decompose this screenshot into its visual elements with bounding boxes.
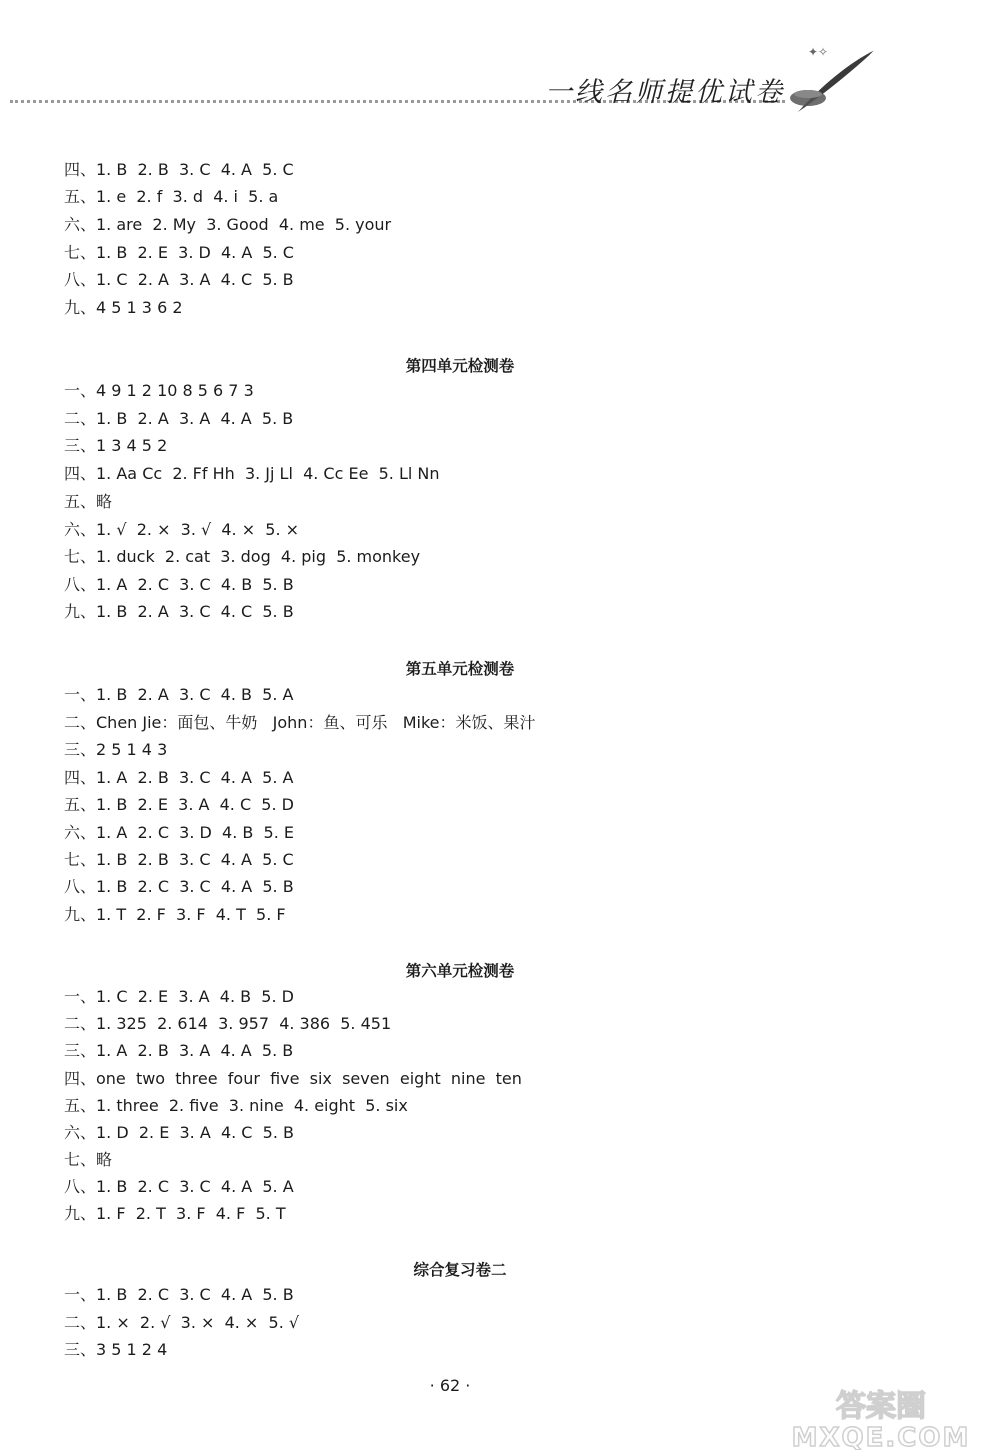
answer-line: 六、1. A 2. C 3. D 4. B 5. E xyxy=(64,823,294,842)
answer-line: 四、one two three four five six seven eight nine ten xyxy=(64,1069,522,1088)
answer-line: 一、4 9 1 2 10 8 5 6 7 3 xyxy=(64,381,254,400)
quill-feather-icon xyxy=(780,42,880,120)
watermark-bottom-text: MXQE.COM xyxy=(791,1423,971,1450)
answer-line: 九、1. F 2. T 3. F 4. F 5. T xyxy=(64,1204,286,1223)
answer-line: 七、略 xyxy=(64,1150,113,1169)
answer-line: 八、1. A 2. C 3. C 4. B 5. B xyxy=(64,575,294,594)
answer-line: 九、4 5 1 3 6 2 xyxy=(64,298,183,317)
answer-line: 三、1. A 2. B 3. A 4. A 5. B xyxy=(64,1041,294,1060)
answer-line: 七、1. B 2. E 3. D 4. A 5. C xyxy=(64,243,294,262)
answer-line: 五、略 xyxy=(64,492,113,511)
answer-line: 二、1. 325 2. 614 3. 957 4. 386 5. 451 xyxy=(64,1014,392,1033)
answer-line: 三、3 5 1 2 4 xyxy=(64,1340,168,1359)
answer-line: 六、1. D 2. E 3. A 4. C 5. B xyxy=(64,1123,294,1142)
section-title: 第六单元检测卷 xyxy=(405,962,515,980)
answer-line: 二、Chen Jie：面包、牛奶 John：鱼、可乐 Mike：米饭、果汁 xyxy=(64,713,536,732)
answer-line: 九、1. T 2. F 3. F 4. T 5. F xyxy=(64,905,286,924)
watermark-top-text: 答案圈 xyxy=(836,1389,926,1424)
answer-line: 六、1. √ 2. × 3. √ 4. × 5. × xyxy=(64,520,300,539)
answer-line: 四、1. A 2. B 3. C 4. A 5. A xyxy=(64,768,294,787)
answer-line: 二、1. × 2. √ 3. × 4. × 5. √ xyxy=(64,1313,300,1332)
answer-line: 一、1. C 2. E 3. A 4. B 5. D xyxy=(64,987,294,1006)
svg-text:✦✧: ✦✧ xyxy=(808,45,829,59)
answer-line: 五、1. B 2. E 3. A 4. C 5. D xyxy=(64,795,294,814)
answer-line: 六、1. are 2. My 3. Good 4. me 5. your xyxy=(64,215,392,234)
answer-line: 一、1. B 2. C 3. C 4. A 5. B xyxy=(64,1285,294,1304)
answer-line: 五、1. three 2. five 3. nine 4. eight 5. six xyxy=(64,1096,408,1115)
answer-line: 八、1. B 2. C 3. C 4. A 5. B xyxy=(64,877,294,896)
header-title: 一线名师提优试卷 xyxy=(545,77,785,108)
answer-line: 四、1. Aa Cc 2. Ff Hh 3. Jj Ll 4. Cc Ee 5. Ll Nn xyxy=(64,464,440,483)
answer-line: 九、1. B 2. A 3. C 4. C 5. B xyxy=(64,602,294,621)
section-title: 综合复习卷二 xyxy=(413,1261,507,1279)
answer-line: 四、1. B 2. B 3. C 4. A 5. C xyxy=(64,160,294,179)
section-title: 第五单元检测卷 xyxy=(405,660,515,678)
answer-line: 八、1. C 2. A 3. A 4. C 5. B xyxy=(64,270,294,289)
answer-line: 五、1. e 2. f 3. d 4. i 5. a xyxy=(64,187,279,206)
watermark-logo xyxy=(770,1386,992,1450)
answer-line: 七、1. duck 2. cat 3. dog 4. pig 5. monkey xyxy=(64,547,421,566)
answer-line: 二、1. B 2. A 3. A 4. A 5. B xyxy=(64,409,294,428)
page-number: · 62 · xyxy=(429,1376,471,1395)
answer-line: 八、1. B 2. C 3. C 4. A 5. A xyxy=(64,1177,294,1196)
answer-line: 三、1 3 4 5 2 xyxy=(64,436,168,455)
answer-line: 三、2 5 1 4 3 xyxy=(64,740,168,759)
answer-line: 一、1. B 2. A 3. C 4. B 5. A xyxy=(64,685,294,704)
answer-line: 七、1. B 2. B 3. C 4. A 5. C xyxy=(64,850,294,869)
section-title: 第四单元检测卷 xyxy=(405,357,515,375)
